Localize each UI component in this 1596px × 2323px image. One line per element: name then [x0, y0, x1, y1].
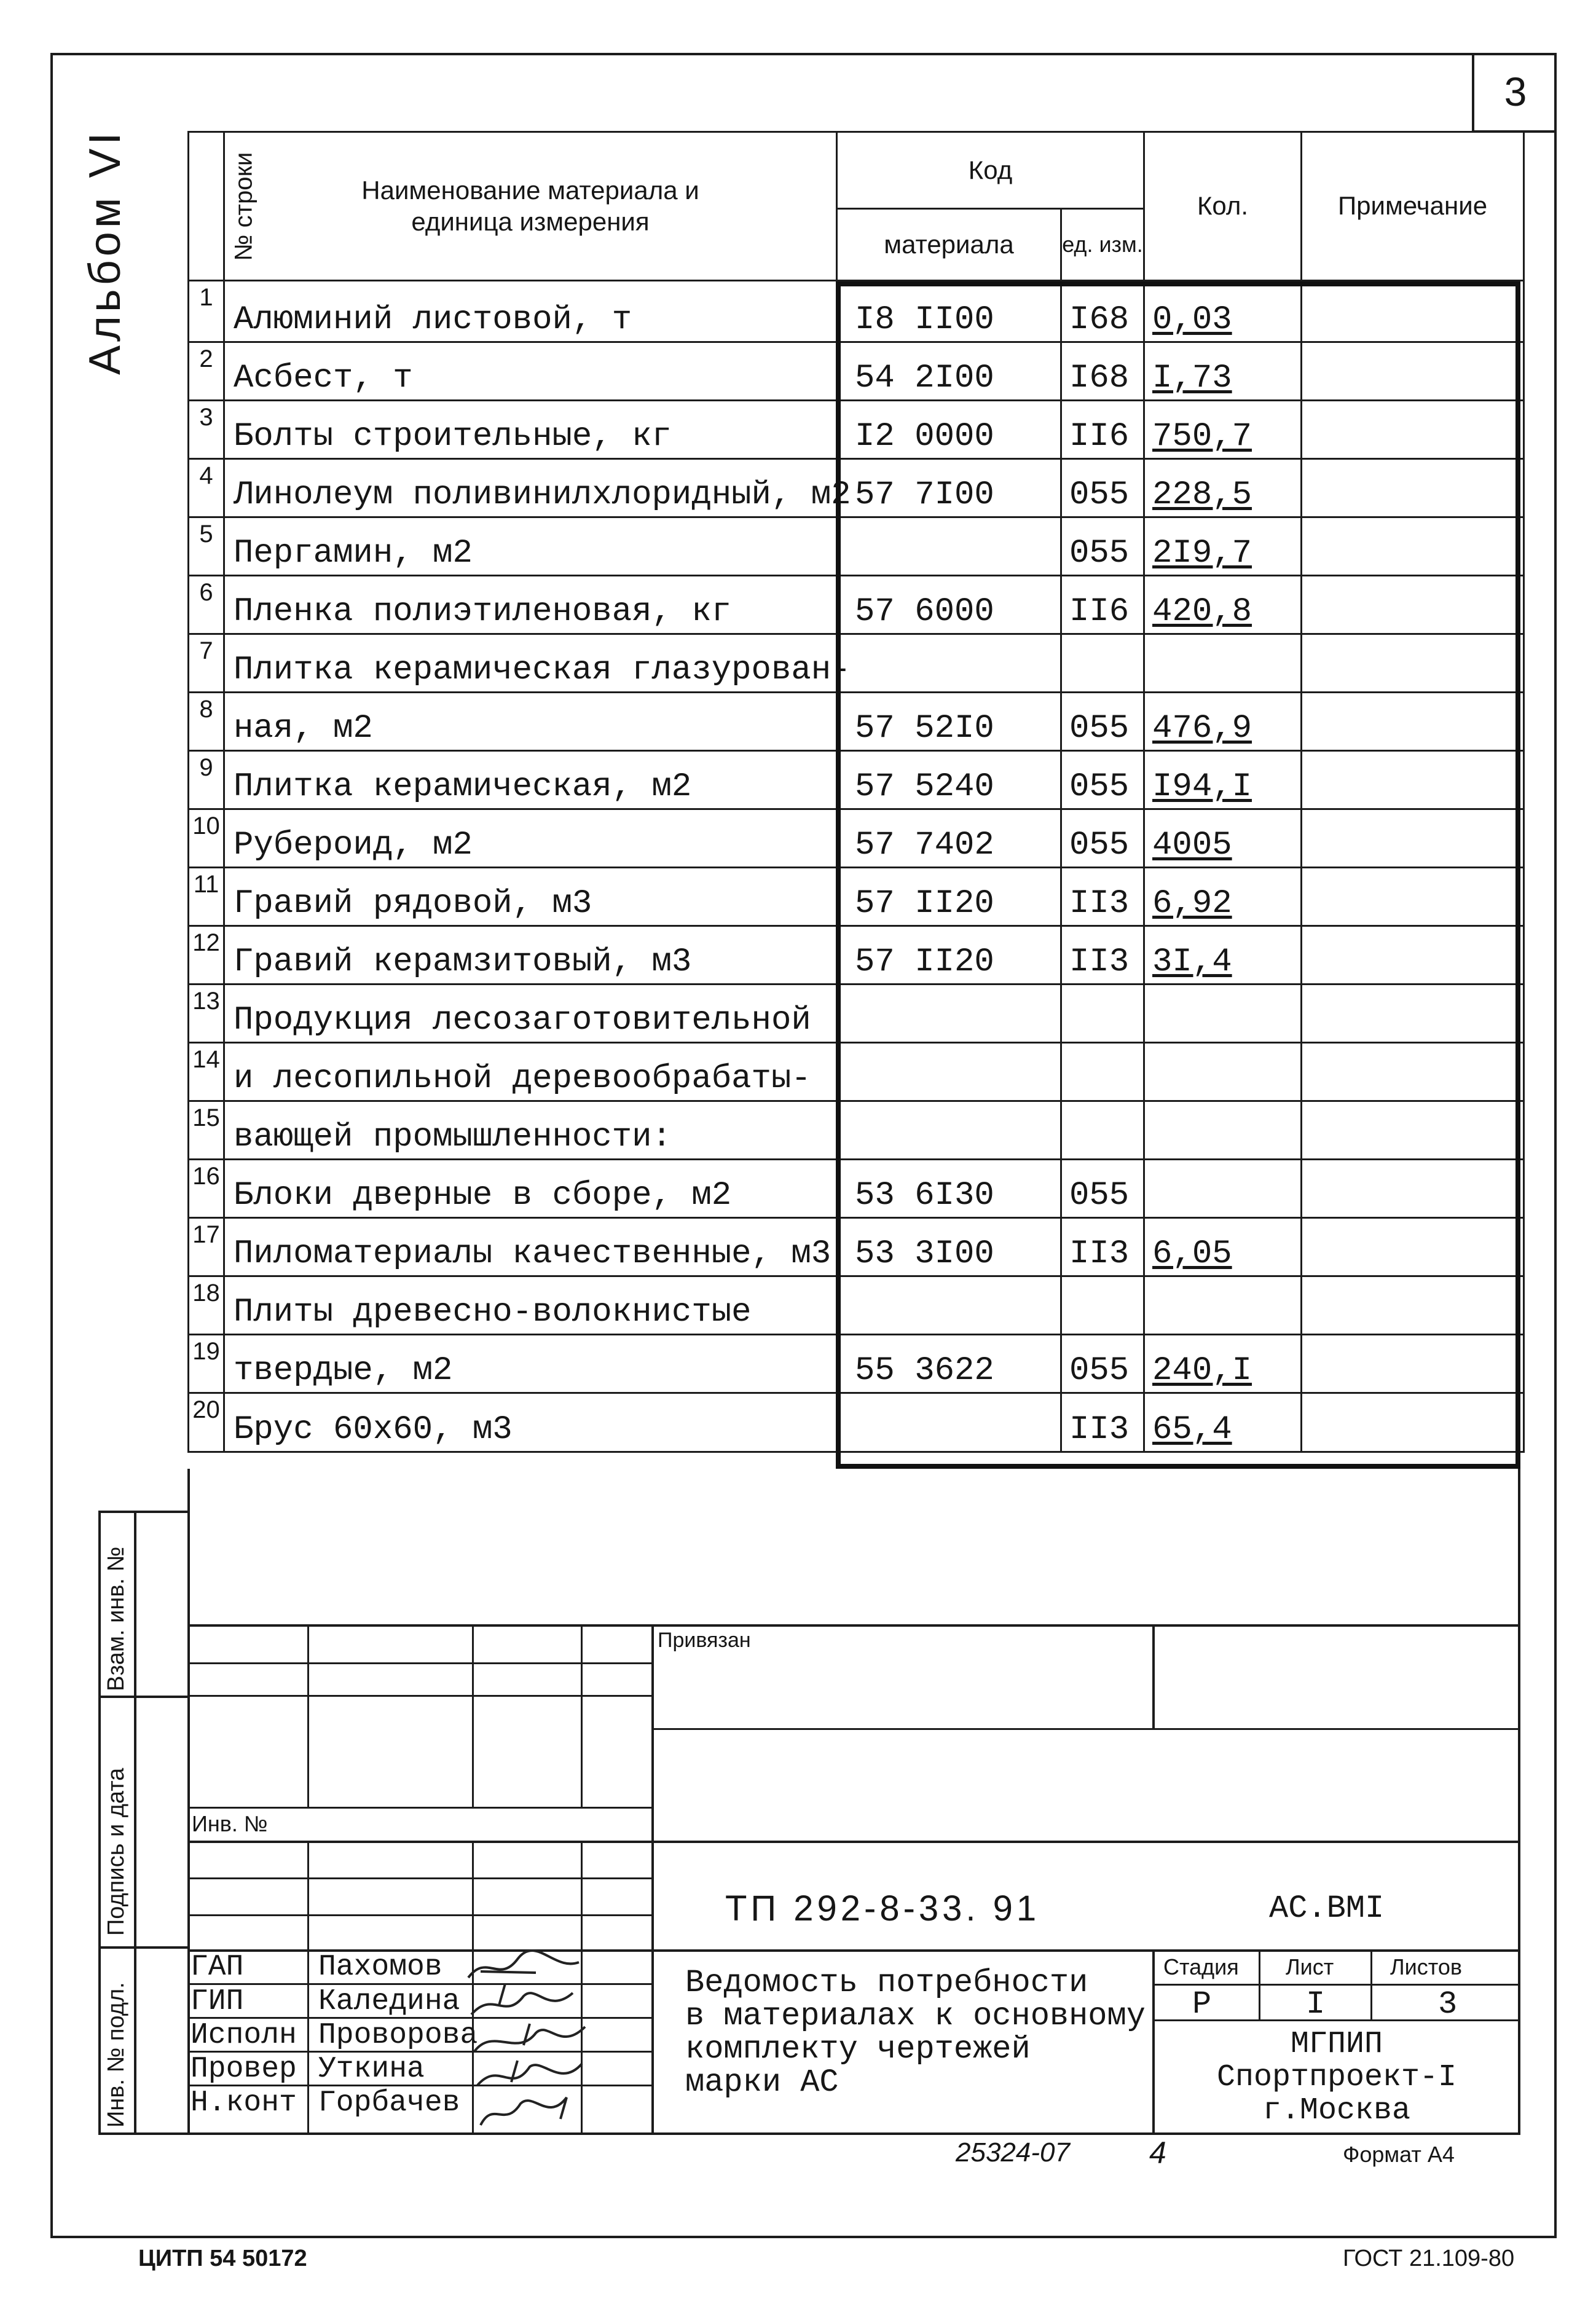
- tb-vline: [307, 1624, 309, 1807]
- material-name: Плитка керамическая, м2: [224, 751, 837, 809]
- table-row: [189, 1218, 1524, 1276]
- material-name: Блоки дверные в сборе, м2: [224, 1160, 837, 1218]
- row-number: 14: [189, 1043, 224, 1101]
- sheets-value: 3: [1438, 1986, 1458, 2022]
- title-line: Ведомость потребности: [685, 1965, 1088, 2001]
- unit-code: II6: [1061, 401, 1144, 459]
- unit-code: II3: [1061, 1393, 1144, 1452]
- material-code: [837, 517, 1061, 576]
- strip-line: [134, 1511, 136, 2135]
- header-qty: Кол.: [1144, 132, 1302, 281]
- table-row: [189, 576, 1524, 634]
- tb-vline: [651, 1624, 654, 2135]
- material-name: твердые, м2: [224, 1335, 837, 1393]
- quantity: 3I,4: [1144, 926, 1302, 985]
- table-row: [189, 809, 1524, 868]
- material-name: Плиты древесно-волокнистые: [224, 1276, 837, 1335]
- quantity: 0,03: [1144, 281, 1302, 342]
- note: [1302, 809, 1524, 868]
- table-row: [189, 517, 1524, 576]
- tb-line: [1152, 1984, 1520, 1986]
- header-unit: ед. изм.: [1061, 209, 1144, 281]
- note: [1302, 576, 1524, 634]
- archive-number: 25324-07: [956, 2137, 1070, 2168]
- material-name: Асбест, т: [224, 342, 837, 401]
- strip-line: [98, 1946, 187, 1949]
- material-name: вающей промышленности:: [224, 1101, 837, 1160]
- row-number: 11: [189, 868, 224, 926]
- podpis-data-label: Подпись и дата: [103, 1767, 129, 1936]
- material-code: [837, 1043, 1061, 1101]
- quantity: 2I9,7: [1144, 517, 1302, 576]
- quantity: 4005: [1144, 809, 1302, 868]
- header-code: Код: [837, 132, 1144, 209]
- note: [1302, 517, 1524, 576]
- sheets-label: Листов: [1390, 1954, 1462, 1979]
- table-row: [189, 1335, 1524, 1393]
- strip-line: [98, 1696, 187, 1698]
- quantity: [1144, 1276, 1302, 1335]
- unit-code: [1061, 985, 1144, 1043]
- material-name: Пиломатериалы качественные, м3: [224, 1218, 837, 1276]
- tb-line: [187, 1807, 651, 1809]
- note: [1302, 1276, 1524, 1335]
- table-row: [189, 1160, 1524, 1218]
- tb-vline: [581, 1624, 583, 1807]
- table-row: [189, 693, 1524, 751]
- unit-code: [1061, 1276, 1144, 1335]
- quantity: I94,I: [1144, 751, 1302, 809]
- signer-name: Каледина: [318, 1985, 460, 2018]
- unit-code: 055: [1061, 809, 1144, 868]
- inv-no-label: Инв. №: [192, 1811, 268, 1836]
- material-name: Алюминий листовой, т: [224, 281, 837, 342]
- material-name: Брус 60х60, м3: [224, 1393, 837, 1452]
- unit-code: 055: [1061, 459, 1144, 517]
- material-name: Рубероид, м2: [224, 809, 837, 868]
- note: [1302, 1043, 1524, 1101]
- table-row: [189, 281, 1524, 342]
- privyazan-label: Привязан: [658, 1629, 751, 1652]
- note: [1302, 281, 1524, 342]
- row-number: 3: [189, 401, 224, 459]
- row-number: 19: [189, 1335, 224, 1393]
- tb-border: [187, 2132, 1520, 2135]
- note: [1302, 1101, 1524, 1160]
- material-code: 57 52I0: [837, 693, 1061, 751]
- tb-border: [187, 1469, 190, 2135]
- material-code: [837, 985, 1061, 1043]
- quantity: 750,7: [1144, 401, 1302, 459]
- note: [1302, 693, 1524, 751]
- quantity: [1144, 1101, 1302, 1160]
- sheet-number: 3: [1472, 53, 1557, 133]
- tb-vline: [1152, 1624, 1155, 1728]
- note: [1302, 401, 1524, 459]
- row-number: 8: [189, 693, 224, 751]
- unit-code: [1061, 1101, 1144, 1160]
- unit-code: II3: [1061, 1218, 1144, 1276]
- tb-line: [187, 1624, 1520, 1627]
- table-row: [189, 401, 1524, 459]
- vzam-inv-label: Взам. инв. №: [103, 1546, 129, 1691]
- material-code: 53 3I00: [837, 1218, 1061, 1276]
- org-line: Спортпроект-I: [1216, 2060, 1457, 2095]
- tb-vline: [1152, 1949, 1155, 2135]
- signatures: [462, 1947, 591, 2131]
- sheet-value: I: [1306, 1986, 1326, 2022]
- table-row: [189, 868, 1524, 926]
- quantity: 6,92: [1144, 868, 1302, 926]
- sheet-label: Лист: [1286, 1954, 1334, 1979]
- header-row-no: № строки: [189, 132, 224, 281]
- material-code: 57 6000: [837, 576, 1061, 634]
- tb-line: [187, 1841, 1520, 1843]
- note: [1302, 459, 1524, 517]
- inv-podl-label: Инв. № подл.: [103, 1982, 129, 2128]
- material-name: Гравий керамзитовый, м3: [224, 926, 837, 985]
- strip-line: [98, 1511, 101, 2135]
- unit-code: II3: [1061, 926, 1144, 985]
- row-number: 12: [189, 926, 224, 985]
- table-row: [189, 1101, 1524, 1160]
- note: [1302, 751, 1524, 809]
- tb-vline: [307, 1841, 309, 2135]
- note: [1302, 1393, 1524, 1452]
- note: [1302, 868, 1524, 926]
- row-number: 20: [189, 1393, 224, 1452]
- unit-code: 055: [1061, 517, 1144, 576]
- doc-mark: АС.ВМI: [1269, 1890, 1385, 1927]
- row-number: 17: [189, 1218, 224, 1276]
- row-number: 4: [189, 459, 224, 517]
- doc-code: ТП 292-8-33. 91: [725, 1889, 1040, 1928]
- material-name: Продукция лесозаготовительной: [224, 985, 837, 1043]
- table-row: [189, 985, 1524, 1043]
- material-code: 57 5240: [837, 751, 1061, 809]
- unit-code: 055: [1061, 1335, 1144, 1393]
- material-code: [837, 1101, 1061, 1160]
- signer-role: Н.конт: [191, 2086, 297, 2120]
- footer-left: ЦИТП 54 50172: [138, 2246, 307, 2271]
- header-material: материала: [837, 209, 1061, 281]
- stage-value: Р: [1192, 1986, 1212, 2022]
- materials-table: [187, 131, 1525, 1453]
- unit-code: 055: [1061, 693, 1144, 751]
- quantity: 420,8: [1144, 576, 1302, 634]
- title-line: в материалах к основному: [685, 1998, 1146, 2034]
- material-code: 57 II20: [837, 868, 1061, 926]
- note: [1302, 1335, 1524, 1393]
- material-name: Пленка полиэтиленовая, кг: [224, 576, 837, 634]
- organization: [1155, 2028, 1518, 2128]
- quantity: I,73: [1144, 342, 1302, 401]
- header-note: Примечание: [1302, 132, 1524, 281]
- document-title: [685, 1967, 1146, 2099]
- material-code: [837, 634, 1061, 693]
- org-line: МГПИП: [1290, 2027, 1383, 2062]
- note: [1302, 634, 1524, 693]
- signer-role: ГИП: [191, 1985, 244, 2018]
- material-code: 57 7I00: [837, 459, 1061, 517]
- signer-role: ГАП: [191, 1951, 244, 1984]
- quantity: [1144, 634, 1302, 693]
- row-number: 5: [189, 517, 224, 576]
- quantity: 476,9: [1144, 693, 1302, 751]
- quantity: 6,05: [1144, 1218, 1302, 1276]
- material-name: Пергамин, м2: [224, 517, 837, 576]
- org-line: г.Москва: [1262, 2093, 1411, 2128]
- title-line: комплекту чертежей: [685, 2031, 1031, 2067]
- signer-name: Уткина: [318, 2053, 425, 2086]
- row-number: 1: [189, 281, 224, 342]
- strip-line: [98, 1511, 187, 1513]
- material-code: 53 6I30: [837, 1160, 1061, 1218]
- header-name: Наименование материала и единица измерения: [224, 132, 837, 281]
- row-number: 9: [189, 751, 224, 809]
- unit-code: I68: [1061, 342, 1144, 401]
- signer-name: Проворова: [318, 2019, 478, 2052]
- unit-code: [1061, 634, 1144, 693]
- material-name: Плитка керамическая глазурован-: [224, 634, 837, 693]
- stage-label: Стадия: [1163, 1954, 1239, 1979]
- unit-code: [1061, 1043, 1144, 1101]
- quantity: 240,I: [1144, 1335, 1302, 1393]
- unit-code: 055: [1061, 751, 1144, 809]
- material-code: 55 3622: [837, 1335, 1061, 1393]
- table-row: [189, 459, 1524, 517]
- note: [1302, 1218, 1524, 1276]
- table-row: [189, 751, 1524, 809]
- row-number: 6: [189, 576, 224, 634]
- material-code: 57 II20: [837, 926, 1061, 985]
- tb-vline: [1370, 1949, 1372, 2019]
- tb-vline: [1259, 1949, 1260, 2019]
- signer-role: Провер: [191, 2053, 297, 2086]
- signer-name: Горбачев: [318, 2086, 460, 2120]
- quantity: [1144, 1160, 1302, 1218]
- material-name: и лесопильной деревообрабаты-: [224, 1043, 837, 1101]
- material-name: Линолеум поливинилхлоридный, м2: [224, 459, 837, 517]
- unit-code: 055: [1061, 1160, 1144, 1218]
- table-row: [189, 1393, 1524, 1452]
- note: [1302, 342, 1524, 401]
- signer-name: Пахомов: [318, 1951, 442, 1984]
- table-row: [189, 342, 1524, 401]
- unit-code: II6: [1061, 576, 1144, 634]
- material-code: [837, 1276, 1061, 1335]
- material-code: I8 II00: [837, 281, 1061, 342]
- table-row: [189, 634, 1524, 693]
- table-row: [189, 1276, 1524, 1335]
- row-number: 7: [189, 634, 224, 693]
- row-number: 10: [189, 809, 224, 868]
- unit-code: II3: [1061, 868, 1144, 926]
- quantity: [1144, 1043, 1302, 1101]
- tb-border: [1518, 1469, 1520, 2135]
- material-code: I2 0000: [837, 401, 1061, 459]
- title-line: марки АС: [685, 2064, 839, 2101]
- note: [1302, 1160, 1524, 1218]
- row-number: 16: [189, 1160, 224, 1218]
- row-number: 18: [189, 1276, 224, 1335]
- table-row: [189, 926, 1524, 985]
- tb-line: [651, 1728, 1520, 1730]
- material-code: 57 7402: [837, 809, 1061, 868]
- note: [1302, 926, 1524, 985]
- material-name: Гравий рядовой, м3: [224, 868, 837, 926]
- material-name: Болты строительные, кг: [224, 401, 837, 459]
- material-name: ная, м2: [224, 693, 837, 751]
- footer-right: ГОСТ 21.109-80: [1343, 2246, 1515, 2271]
- row-number: 2: [189, 342, 224, 401]
- strip-line: [98, 2132, 187, 2135]
- quantity: [1144, 985, 1302, 1043]
- album-label: Альбом VI: [81, 128, 130, 375]
- quantity: 65,4: [1144, 1393, 1302, 1452]
- unit-code: I68: [1061, 281, 1144, 342]
- quantity: 228,5: [1144, 459, 1302, 517]
- table-row: [189, 1043, 1524, 1101]
- signer-role: Исполн: [191, 2019, 297, 2052]
- format-label: Формат А4: [1343, 2142, 1455, 2167]
- material-code: [837, 1393, 1061, 1452]
- archive-page: 4: [1149, 2136, 1166, 2170]
- material-code: 54 2I00: [837, 342, 1061, 401]
- tb-vline: [472, 1624, 474, 1807]
- row-number: 15: [189, 1101, 224, 1160]
- note: [1302, 985, 1524, 1043]
- row-number: 13: [189, 985, 224, 1043]
